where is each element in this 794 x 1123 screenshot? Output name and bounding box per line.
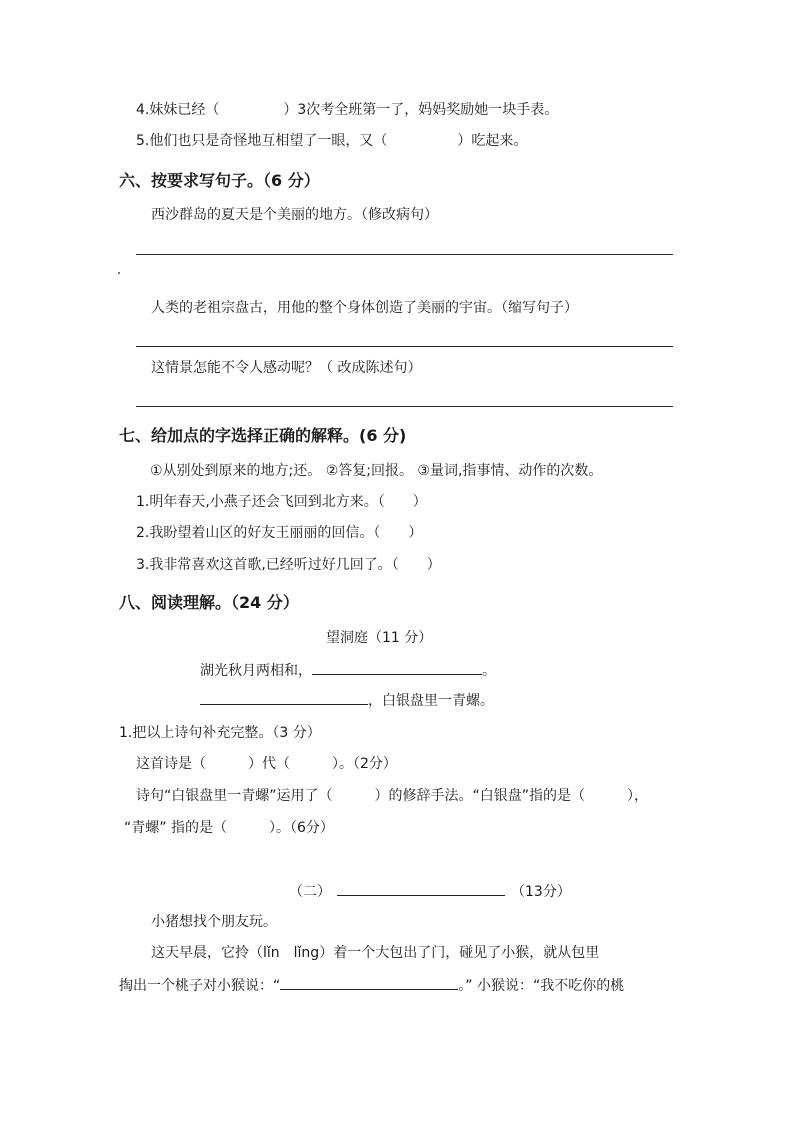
passage-2-heading: （二） （13分）: [289, 881, 571, 902]
story-line-2: 这天早晨，它拎（lǐn lǐng）着一个大包出了门，碰见了小猴，就从包里: [151, 945, 600, 961]
poem-blank[interactable]: [312, 660, 482, 675]
s8-question-3: 诗句“白银盘里一青螺”运用了（ ）的修辞手法。“白银盘”指的是（ ），: [136, 788, 649, 804]
poem-line-1: 湖光秋月两相和， 。: [200, 660, 496, 681]
s8-question-3-cont: “青螺” 指的是（ ）。（6分）: [124, 820, 334, 836]
s6-question-1: 西沙群岛的夏天是个美丽的地方。（修改病句）: [151, 207, 438, 223]
s7-question-2: 2.我盼望着山区的好友王丽丽的回信。（ ）: [136, 525, 423, 541]
stray-dot: [118, 272, 120, 274]
s7-options: ①从别处到原来的地方;还。 ②答复;回报。 ③量词,指事情、动作的次数。: [150, 463, 603, 479]
section-8-title: 八、阅读理解。（24 分）: [119, 593, 299, 612]
poem-blank[interactable]: [200, 690, 368, 705]
question-4: 4.妹妹已经（ ）3次考全班第一了，妈妈奖励她一块手表。: [136, 102, 559, 118]
story-blank[interactable]: [280, 975, 458, 990]
answer-line[interactable]: [136, 254, 673, 255]
passage-title-blank[interactable]: [337, 881, 505, 896]
story-line-1: 小猪想找个朋友玩。: [151, 914, 277, 930]
s8-question-1: 1.把以上诗句补充完整。（3 分）: [119, 725, 321, 741]
s8-question-2: 这首诗是（ ）代（ ）。（2分）: [136, 756, 397, 772]
answer-line[interactable]: [136, 406, 673, 407]
question-5: 5.他们也只是奇怪地互相望了一眼，又（ ）吃起来。: [136, 133, 528, 149]
s6-question-2: 人类的老祖宗盘古，用他的整个身体创造了美丽的宇宙。（缩写句子）: [151, 300, 578, 316]
s7-question-3: 3.我非常喜欢这首歌,已经听过好几回了。（ ）: [136, 557, 441, 573]
answer-line[interactable]: [136, 346, 673, 347]
poem-line-2: ，白银盘里一青螺。: [200, 690, 494, 711]
story-line-3: 掏出一个桃子对小猴说：“ 。” 小猴说：“我不吃你的桃: [119, 975, 624, 996]
section-7-title: 七、给加点的字选择正确的解释。(6 分): [119, 426, 407, 445]
s6-question-3: 这情景怎能不令人感动呢？（ 改成陈述句）: [151, 360, 422, 376]
s7-question-1: 1.明年春天,小燕子还会飞回到北方来。（ ）: [136, 494, 427, 510]
poem-title: 望洞庭（11 分）: [326, 630, 433, 646]
section-6-title: 六、按要求写句子。（6 分）: [119, 171, 320, 190]
